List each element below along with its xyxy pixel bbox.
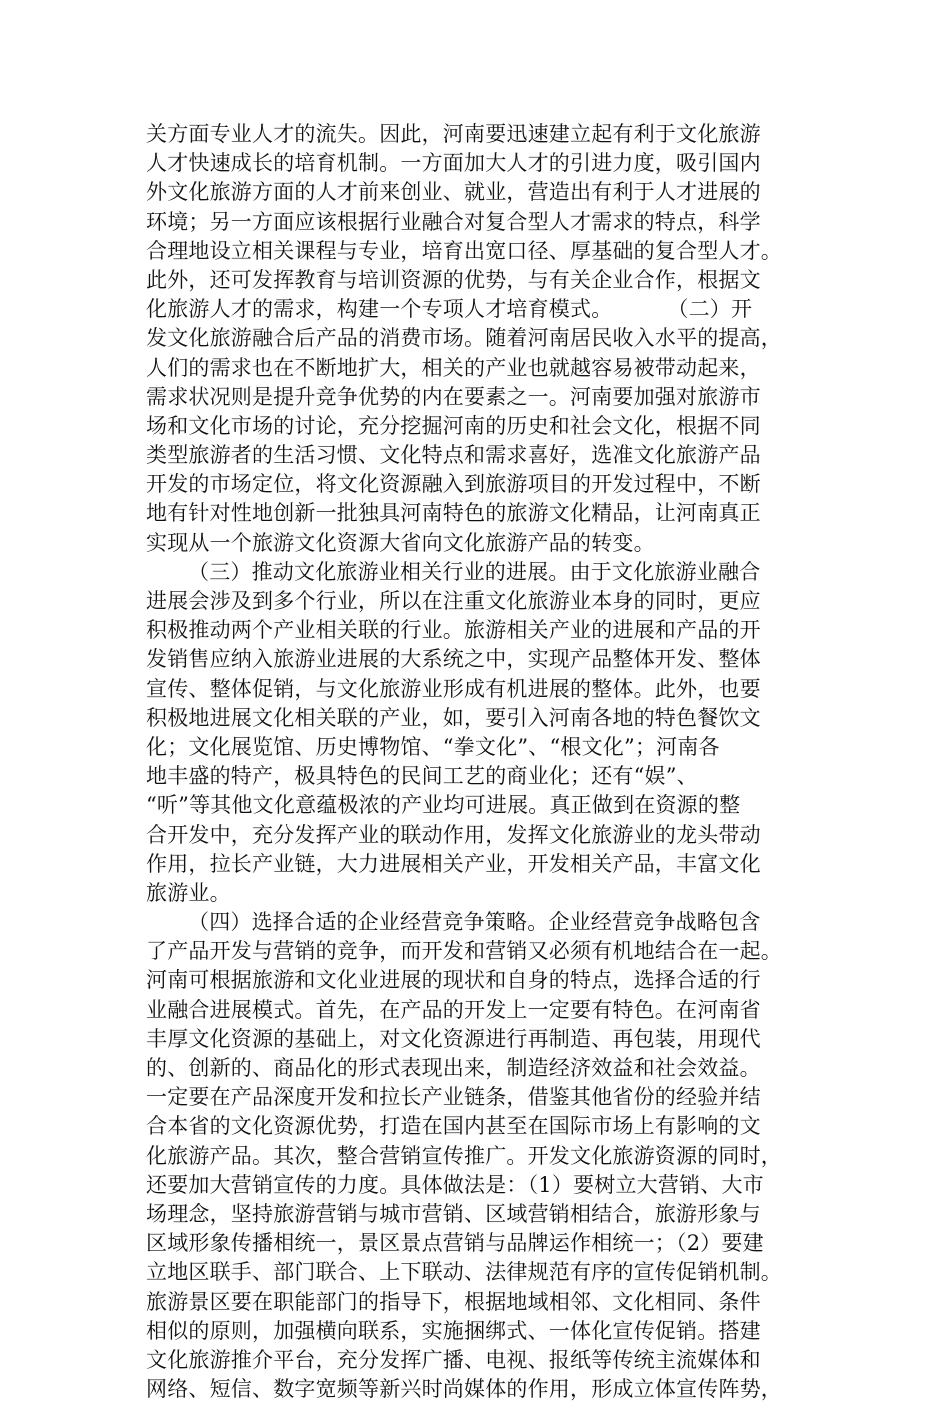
text-line: 一定要在产品深度开发和拉长产业链条，借鉴其他省份的经验并结 bbox=[146, 1085, 761, 1110]
text-line: 立地区联手、部门联合、上下联动、法律规范有序的宣传促销机制。 bbox=[146, 1260, 782, 1285]
text-line: 场和文化市场的讨论，充分挖掘河南的历史和社会文化，根据不同 bbox=[146, 413, 761, 438]
text-line: 旅游景区要在职能部门的指导下，根据地域相邻、文化相同、条件 bbox=[146, 1289, 761, 1314]
text-line: 发销售应纳入旅游业进展的大系统之中，实现产品整体开发、整体 bbox=[146, 647, 761, 672]
text-line: 积极地进展文化相关联的产业，如，要引入河南各地的特色餐饮文 bbox=[146, 705, 761, 730]
text-line: （四）选择合适的企业经营竞争策略。企业经营竞争战略包含 bbox=[188, 910, 761, 935]
text-line: 的、创新的、商品化的形式表现出来，制造经济效益和社会效益。 bbox=[146, 1056, 761, 1080]
text-line: 发文化旅游融合后产品的消费市场。随着河南居民收入水平的提高， bbox=[146, 326, 782, 351]
text-line: 进展会涉及到多个行业，所以在注重文化旅游业本身的同时，更应 bbox=[146, 589, 761, 613]
document-body bbox=[146, 120, 806, 1404]
text-line: 丰厚文化资源的基础上，对文化资源进行再制造、再包装，用现代 bbox=[146, 1026, 761, 1051]
text-line: 网络、短信、数字宽频等新兴时尚媒体的作用，形成立体宣传阵势， bbox=[146, 1377, 782, 1402]
text-line: 化旅游人才的需求，构建一个专项人才培育模式。 （二）开 bbox=[146, 297, 753, 322]
text-line: （三）推动文化旅游业相关行业的进展。由于文化旅游业融合 bbox=[188, 559, 761, 584]
text-line: 作用，拉长产业链，大力进展相关产业，开发相关产品，丰富文化 bbox=[146, 851, 761, 876]
text-line: 需求状况则是提升竞争优势的内在要素之一。河南要加强对旅游市 bbox=[146, 384, 761, 409]
text-line: 地丰盛的特产，极具特色的民间工艺的商业化；还有“娱”、 bbox=[146, 764, 698, 789]
text-line: 开发的市场定位，将文化资源融入到旅游项目的开发过程中，不断 bbox=[146, 472, 761, 497]
paragraph bbox=[146, 558, 806, 908]
text-line: 合理地设立相关课程与专业，培育出宽口径、厚基础的复合型人才。 bbox=[146, 238, 782, 263]
text-line: 关方面专业人才的流失。因此，河南要迅速建立起有利于文化旅游 bbox=[146, 122, 761, 146]
text-line: 区域形象传播相统一，景区景点营销与品牌运作相统一；（2）要建 bbox=[146, 1231, 764, 1256]
text-line: 相似的原则，加强横向联系，实施捆绑式、一体化宣传促销。搭建 bbox=[146, 1318, 761, 1343]
text-line: 化；文化展览馆、历史博物馆、“拳文化”、“根文化”；河南各 bbox=[146, 734, 720, 759]
text-line: 人们的需求也在不断地扩大，相关的产业也就越容易被带动起来， bbox=[146, 355, 761, 380]
text-line: 类型旅游者的生活习惯、文化特点和需求喜好，选准文化旅游产品 bbox=[146, 443, 761, 468]
text-line: 文化旅游推介平台，充分发挥广播、电视、报纸等传统主流媒体和 bbox=[146, 1347, 761, 1372]
paragraph bbox=[146, 120, 806, 558]
text-line: 积极推动两个产业相关联的行业。旅游相关产业的进展和产品的开 bbox=[146, 618, 761, 643]
text-line: 地有针对性地创新一批独具河南特色的旅游文化精品，让河南真正 bbox=[146, 501, 761, 526]
text-line: 化旅游产品。其次，整合营销宣传推广。开发文化旅游资源的同时， bbox=[146, 1143, 782, 1168]
text-line: 合本省的文化资源优势，打造在国内甚至在国际市场上有影响的文 bbox=[146, 1114, 761, 1139]
paragraph bbox=[146, 908, 806, 1404]
text-line: 外文化旅游方面的人才前来创业、就业，营造出有利于人才进展的 bbox=[146, 180, 761, 205]
text-line: 合开发中，充分发挥产业的联动作用，发挥文化旅游业的龙头带动 bbox=[146, 822, 761, 847]
text-line: 环境；另一方面应该根据行业融合对复合型人才需求的特点，科学 bbox=[146, 209, 761, 234]
text-line: 河南可根据旅游和文化业进展的现状和自身的特点，选择合适的行 bbox=[146, 968, 761, 993]
text-line: 人才快速成长的培育机制。一方面加大人才的引进力度，吸引国内 bbox=[146, 151, 761, 176]
text-line: 还要加大营销宣传的力度。具体做法是：（1）要树立大营销、大市 bbox=[146, 1172, 764, 1197]
text-line: 宣传、整体促销，与文化旅游业形成有机进展的整体。此外，也要 bbox=[146, 676, 761, 701]
text-line: 业融合进展模式。首先，在产品的开发上一定要有特色。在河南省 bbox=[146, 997, 761, 1022]
text-line: “听”等其他文化意蕴极浓的产业均可进展。真正做到在资源的整 bbox=[146, 793, 741, 818]
text-line: 旅游业。 bbox=[146, 880, 231, 905]
text-line: 了产品开发与营销的竞争，而开发和营销又必须有机地结合在一起。 bbox=[146, 939, 782, 964]
text-line: 此外，还可发挥教育与培训资源的优势，与有关企业合作，根据文 bbox=[146, 267, 761, 292]
text-line: 场理念，坚持旅游营销与城市营销、区域营销相结合，旅游形象与 bbox=[146, 1201, 761, 1226]
text-line: 实现从一个旅游文化资源大省向文化旅游产品的转变。 bbox=[146, 530, 655, 555]
